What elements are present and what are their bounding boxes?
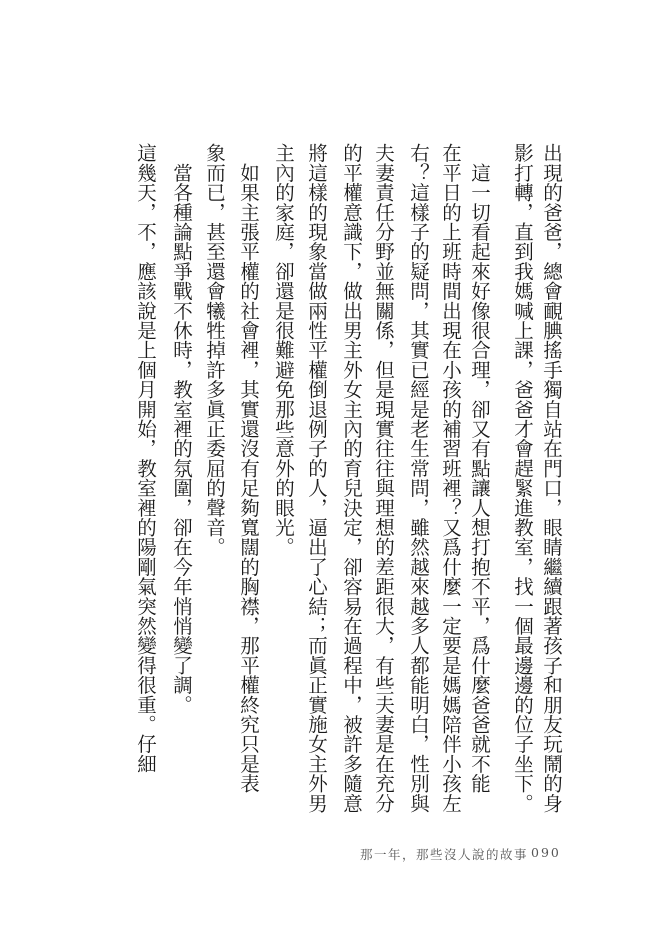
text-line: 的平權意識下，做出男主外女主內的育兒決定，卻容易在過程中，被許多隨意 (340, 143, 363, 813)
text-line: 這一切看起來好像很合理，卻又有點讓人想打抱不平，爲什麼爸爸就不能 (468, 143, 491, 794)
text-line: 夫妻責任分野並無關係，但是現實往往與理想的差距很大，有些夫妻是在充分 (372, 143, 395, 813)
text-line: 將這樣的現象當做兩性平權倒退例子的人，逼出了心結；而眞正實施女主外男 (305, 143, 328, 813)
text-line: 當各種論點爭戰不休時，教室裡的氛圍，卻在今年悄悄變了調。 (170, 143, 193, 715)
text-line: 這幾天，不，應該說是上個月開始，教室裡的陽剛氣突然變得很重。仔細 (134, 143, 157, 774)
running-footer-title: 那一年，那些沒人說的故事 (360, 847, 529, 862)
text-line: 象而已，甚至還會犧牲掉許多眞正委屈的聲音。 (203, 143, 226, 557)
text-line: 影打轉，直到我媽喊上課，爸爸才會趕緊進教室，找一個最邊邊的位子坐下。 (511, 143, 534, 813)
text-line: 主內的家庭，卻還是很難避免那些意外的眼光。 (272, 143, 295, 557)
page-number: 090 (531, 845, 561, 860)
text-line: 右？這樣子的疑問，其實已經是老生常問，雖然越來越多人都能明白，性別與 (407, 143, 430, 813)
text-line: 出現的爸爸，總會靦腆搖手獨自站在門口，眼睛繼續跟著孩子和朋友玩鬧的身 (540, 143, 563, 813)
text-line: 如果主張平權的社會裡，其實還沒有足夠寬闊的胸襟，那平權終究只是表 (237, 143, 260, 794)
text-line: 在平日的上班時間出現在小孩的補習班裡？又爲什麼一定要是媽媽陪伴小孩左 (439, 143, 462, 813)
